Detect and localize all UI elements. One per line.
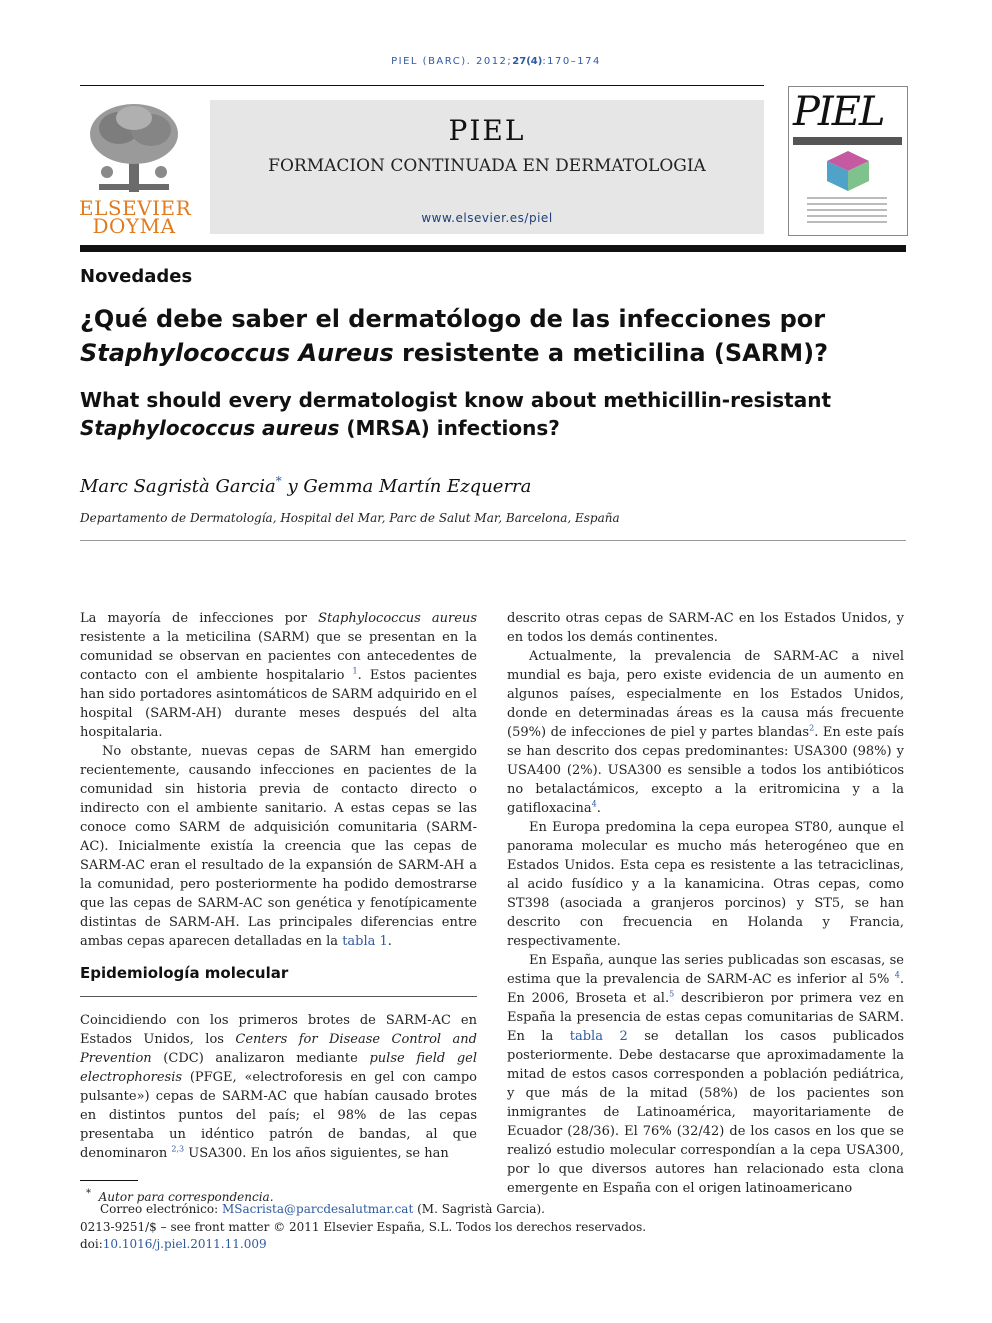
section-heading-rule (80, 996, 477, 997)
body-left-column-intro (80, 609, 477, 951)
footnote-rule (80, 1180, 138, 1181)
journal-subtitle: FORMACION CONTINUADA EN DERMATOLOGIA (268, 156, 706, 176)
email-note: Correo electrónico: MSacrista@parcdesalutmar.cat (M. Sagristà Garcia). (100, 1202, 545, 1216)
paragraph: La mayoría de infecciones por Staphylococcus aureus resistente a la meticilina (SARM) que se presentan en la comunidad se observan en pacientes con antecedentes de contacto con el ambiente hospitalario $^1$. Estos pacientes han sido portadores asintomáticos de SARM adquirido en el hospital (SARM-AH) durante meses después del alta hospitalaria. (80, 611, 477, 740)
journal-title: PIEL (448, 114, 526, 147)
cover-cube-icon (825, 149, 871, 193)
table-1-link[interactable]: tabla 1 (342, 934, 388, 949)
reference-link[interactable]: 4 (591, 799, 597, 809)
header-rule (80, 85, 764, 86)
reference-link[interactable]: 1 (352, 666, 358, 676)
journal-citation: PIEL (BARC). 2012;27(4):170–174 (391, 56, 601, 67)
reference-link[interactable]: 5 (669, 989, 675, 999)
reference-link[interactable]: 2 (809, 723, 815, 733)
paragraph: Coincidiendo con los primeros brotes de SARM-AC en Estados Unidos, los Centers for Disease Control and Prevention (CDC) analizaron mediante pulse field gel electrophoresis (PFGE, «electroforesis en gel con campo pulsante») cepas de SARM-AC que habían causado brotes en distintos puntos del país; el 98% de las cepas presentaba un idéntico patrón de bandas, al que denominaron $^{2,3}$ USA300. En los años siguientes, se han (80, 1013, 478, 1161)
doi-link[interactable]: 10.1016/j.piel.2011.11.009 (102, 1237, 267, 1251)
publisher-name: ELSEVIER (79, 196, 192, 220)
author-list: Marc Sagristà Garcia* y Gemma Martín Ezquerra (80, 474, 532, 497)
cover-title: PIEL (793, 89, 884, 135)
elsevier-tree-icon (79, 100, 189, 196)
section-heading: Epidemiología molecular (80, 964, 289, 982)
corresponding-author-note: * Autor para correspondencia. (86, 1188, 274, 1204)
cover-contents (807, 197, 887, 227)
reference-link[interactable]: 4 (894, 970, 900, 980)
doi-line: doi:10.1016/j.piel.2011.11.009 (80, 1237, 267, 1251)
table-2-link[interactable]: tabla 2 (569, 1029, 628, 1044)
section-label: Novedades (80, 266, 193, 287)
body-right-column (507, 609, 904, 1198)
journal-cover-thumbnail (788, 86, 908, 236)
author-1: Marc Sagristà Garcia (80, 476, 276, 497)
author-affiliation: Departamento de Dermatología, Hospital del Mar, Parc de Salut Mar, Barcelona, España (80, 511, 620, 525)
publisher-imprint: DOYMA (92, 214, 176, 238)
journal-banner (210, 100, 764, 234)
email-link[interactable]: MSacrista@parcdesalutmar.cat (221, 1202, 414, 1216)
heading-rule (80, 540, 906, 541)
paragraph: Actualmente, la prevalencia de SARM-AC a nivel mundial es baja, pero existe evidencia de un aumento en algunos países, especialmente en los Estados Unidos, donde en determinadas áreas es la causa más frecuente (59%) de infecciones de piel y partes blandas$^2$. En este país se han descrito dos cepas predominantes: USA300 (98%) y USA400 (2%). USA300 es sensible a todos los antibióticos no betalactámicos, excepto a la eritromicina y a la gatifloxacina$^4$. (507, 649, 904, 816)
cover-band (793, 137, 902, 145)
author-2: Gemma Martín Ezquerra (303, 476, 532, 497)
paragraph: En España, aunque las series publicadas son escasas, se estima que la prevalencia de SARM-AC es inferior al 5% $^4$. En 2006, Broseta et al.$^5$ describieron por primera vez en España la presencia de estas cepas comunitarias de SARM. En la tabla 2 se detallan los casos publicados posteriormente. Debe destacarse que aproximadamente la mitad de estos casos corresponden a población pediátrica, y que más de la mitad (58%) de los pacientes son inmigrantes de Latinoamérica, mayoritariamente de Ecuador (28/36). El 76% (32/42) de los casos en los que se realizó estudio molecular correspondían a la cepa USA300, por lo que diversos autores han relacionado esta clona emergente en España con el origen latinoamericano (507, 953, 904, 1196)
header-thick-rule (80, 245, 906, 252)
elsevier-logo (79, 100, 192, 238)
paragraph: En Europa predomina la cepa europea ST80, aunque el panorama molecular es mucho más heterogéneo que en Estados Unidos. Esta cepa es resistente a las tetraciclinas, al acido fusídico y a la kanamicina. Otras cepas, como ST398 (asociada a granjeros porcinos) y ST5, se han descrito con frecuencia en Holanda y Francia, respectivamente. (507, 820, 904, 949)
paragraph: No obstante, nuevas cepas de SARM han emergido recientemente, causando infecciones en pacientes de la comunidad sin historia previa de contacto directo o indirecto con el ambiente sanitario. A estas cepas se las conoce como SARM de adquisición comunitaria (SARM-AC). Inicialmente existía la creencia que las cepas de SARM-AC eran el resultado de la expansión de SARM-AH a la comunidad, pero posteriormente ha podido demostrarse que las cepas de SARM-AC son genética y fenotípicamente distintas de SARM-AH. Las principales diferencias entre ambas cepas aparecen detalladas en la tabla 1. (80, 744, 477, 949)
paragraph: descrito otras cepas de SARM-AC en los Estados Unidos, y en todos los demás continentes. (507, 611, 904, 645)
issn-copyright: 0213-9251/$ – see front matter © 2011 Elsevier España, S.L. Todos los derechos reservados. (80, 1220, 647, 1234)
article-title-es: ¿Qué debe saber el dermatólogo de las infecciones por Staphylococcus Aureus resistente a meticilina (SARM)? (80, 305, 828, 367)
journal-url-link[interactable]: www.elsevier.es/piel (421, 211, 553, 225)
corresponding-author-mark[interactable]: * (275, 474, 282, 488)
reference-link[interactable]: 2,3 (171, 1144, 185, 1154)
body-left-column-epidemiology (80, 1011, 477, 1163)
article-title-en: What should every dermatologist know about methicillin-resistant Staphylococcus aureus (MRSA) infections? (80, 388, 832, 440)
